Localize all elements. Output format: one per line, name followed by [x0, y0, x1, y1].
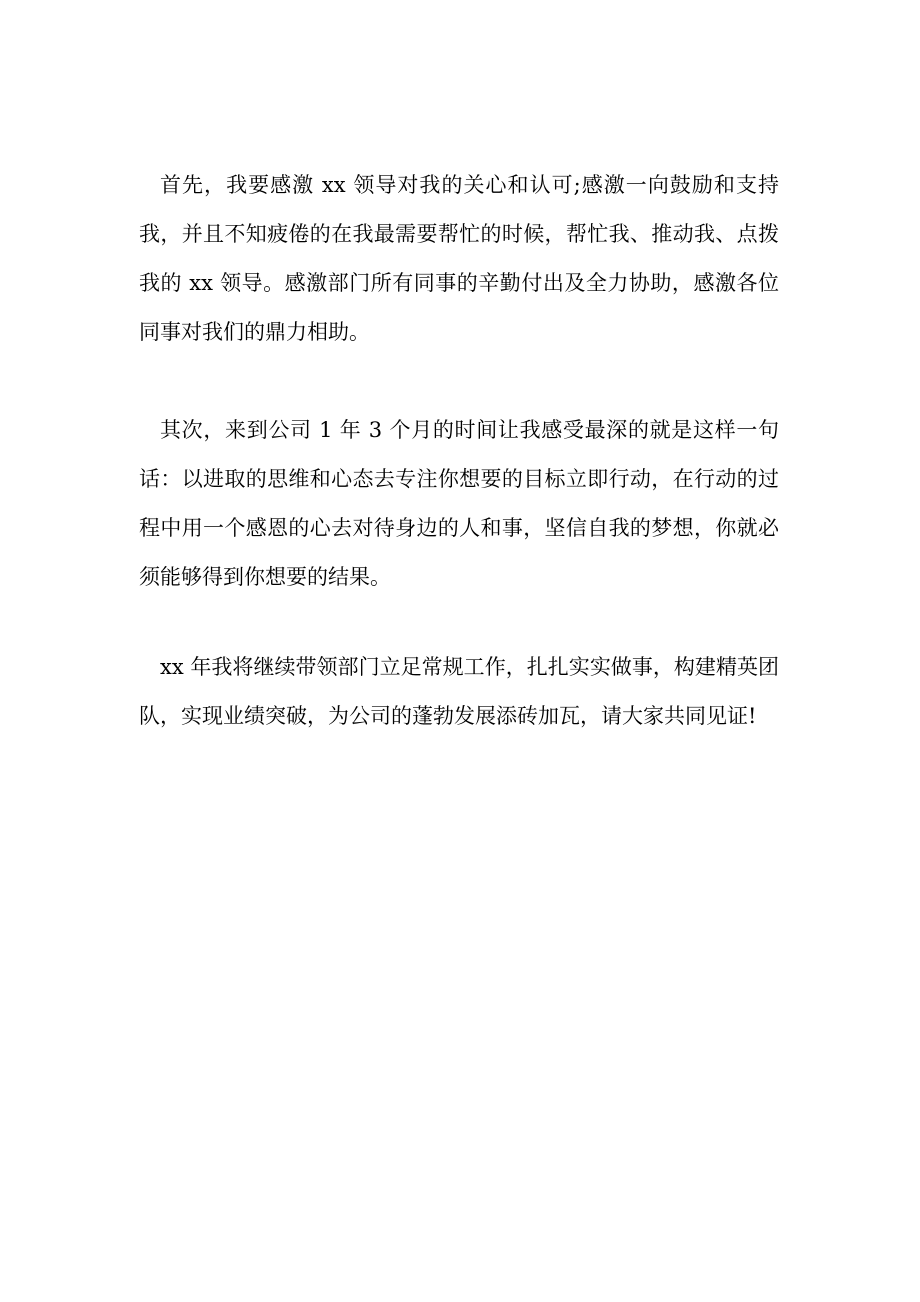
paragraph-gratitude: 首先，我要感激 xx 领导对我的关心和认可;感激一向鼓励和支持我，并且不知疲倦的在我最需要帮忙的时候，帮忙我、推动我、点拨我的 xx 领导。感激部门所有同事的辛勤付出及全力协助，感激各位同事对我们的鼎力相助。	[139, 173, 779, 344]
paragraph-reflection: 其次，来到公司 1 年 3 个月的时间让我感受最深的就是这样一句话：以进取的思维和心态去专注你想要的目标立即行动，在行动的过程中用一个感恩的心去对待身边的人和事，坚信自我的梦想，你就必须能够得到你想要的结果。	[139, 418, 779, 589]
paragraph-plan: xx 年我将继续带领部门立足常规工作，扎扎实实做事，构建精英团队，实现业绩突破，为公司的蓬勃发展添砖加瓦，请大家共同见证!	[139, 655, 779, 728]
